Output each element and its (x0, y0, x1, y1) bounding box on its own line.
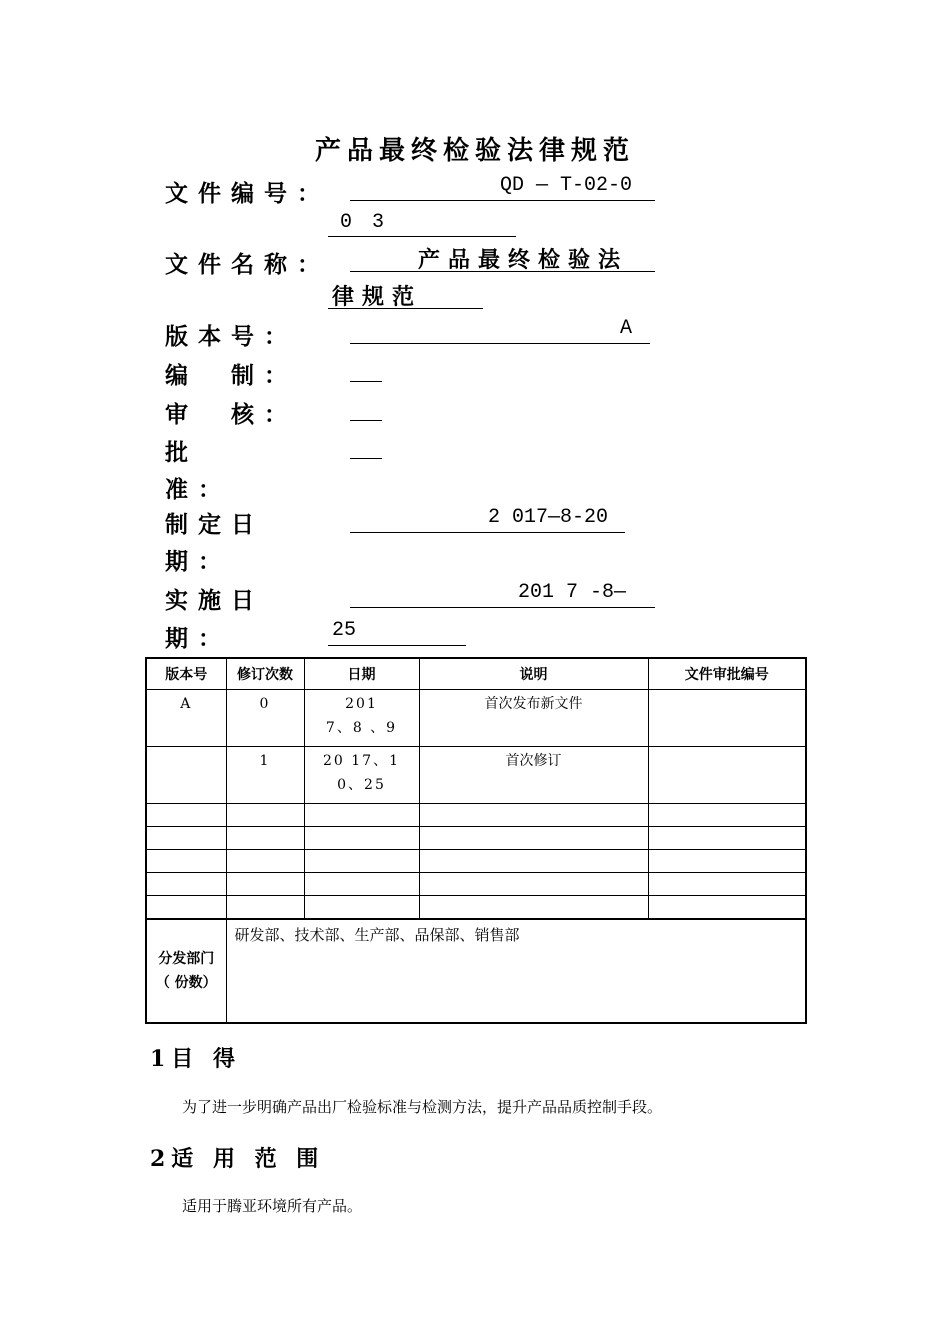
distribution-label-line1: 分发部门 (158, 951, 215, 967)
version-label: 版本号： (165, 323, 297, 350)
version-value: A (620, 317, 633, 340)
cell-description: 首次发布新文件 (419, 690, 648, 747)
impl-date-label: 实施日 (165, 587, 264, 614)
table-row-empty (146, 896, 806, 920)
cell-date-line2: 7、8 、9 (325, 720, 398, 736)
made-date-value: 2 017—8-20 (488, 506, 609, 529)
table-row (146, 690, 806, 747)
section-heading-scope: 2适 用 范 围 (150, 1146, 325, 1172)
version-underline (350, 315, 650, 344)
distribution-row (146, 919, 806, 1023)
made-date-label: 制定日 (165, 511, 264, 538)
cell-date-line1: 201 (345, 696, 378, 712)
compiler-label: 编 制： (165, 362, 297, 389)
file-name-value: 产品最终检验法 (418, 247, 629, 273)
reviewer-blank (350, 394, 382, 421)
header-approval-number: 文件审批编号 (648, 658, 806, 690)
cell-date (304, 747, 419, 804)
approver-blank (350, 432, 382, 459)
file-code-label: 文件编号： (165, 180, 330, 207)
cell-date (304, 690, 419, 747)
cell-approval (648, 690, 806, 747)
file-code-underline (350, 172, 655, 201)
impl-date-underline (350, 579, 655, 608)
made-date-underline (350, 504, 625, 533)
file-name-underline (350, 243, 655, 272)
table-row-empty (146, 873, 806, 896)
section-body-scope: 适用于腾亚环境所有产品。 (182, 1197, 363, 1215)
distribution-departments: 研发部、技术部、生产部、品保部、销售部 (226, 919, 806, 1023)
reviewer-label: 审 核： (165, 401, 297, 428)
table-row (146, 747, 806, 804)
table-row-empty (146, 850, 806, 873)
file-code-value: QD — T-02-0 (500, 174, 633, 197)
cell-approval (648, 747, 806, 804)
cell-revision: 0 (226, 690, 304, 747)
impl-date-value-cont: 25 (332, 619, 357, 642)
compiler-blank (350, 355, 382, 382)
approver-label-cont: 准： (165, 476, 231, 503)
file-code-value-cont: 0 3 (340, 211, 389, 234)
file-name-value-cont: 律规范 (332, 284, 423, 310)
impl-date-label-cont: 期： (165, 625, 231, 652)
header-revision-count: 修订次数 (226, 658, 304, 690)
impl-date-underline-2 (328, 617, 466, 646)
file-name-label: 文件名称： (165, 251, 330, 278)
document-title: 产品最终检验法律规范 (314, 136, 635, 166)
header-date: 日期 (304, 658, 419, 690)
table-header-row (146, 658, 806, 690)
cell-description: 首次修订 (419, 747, 648, 804)
distribution-label-line2: （ 份数） (155, 975, 217, 991)
impl-date-value: 201 7 -8— (518, 581, 627, 604)
revision-table (145, 657, 807, 1024)
file-name-underline-2 (328, 280, 483, 309)
table-row-empty (146, 827, 806, 850)
cell-date-line2: 0、25 (337, 777, 386, 793)
made-date-label-cont: 期： (165, 548, 231, 575)
section-body-purpose: 为了进一步明确产品出厂检验标准与检测方法，提升产品品质控制手段。 (182, 1098, 663, 1116)
cell-revision: 1 (226, 747, 304, 804)
approver-label: 批 (165, 439, 198, 466)
cell-date-line1: 20 17、1 (323, 753, 400, 769)
header-version: 版本号 (146, 658, 226, 690)
header-description: 说明 (419, 658, 648, 690)
section-heading-purpose: 1目 得 (150, 1046, 241, 1072)
file-code-underline-2 (328, 208, 516, 237)
distribution-label (146, 919, 226, 1023)
table-row-empty (146, 804, 806, 827)
cell-version (146, 747, 226, 804)
cell-version: A (146, 690, 226, 747)
